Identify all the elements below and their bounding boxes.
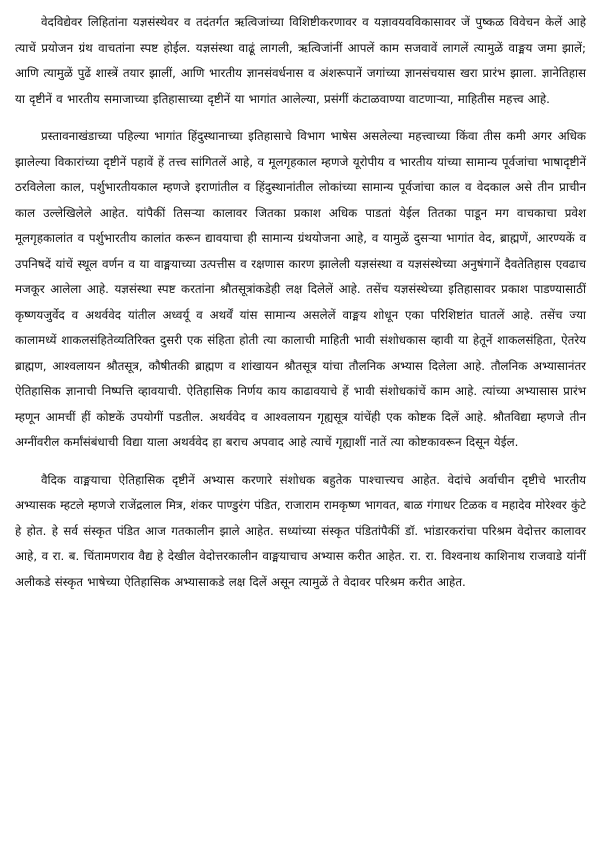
paragraph-yajna-sanstha: वेदविद्येवर लिहितांना यज्ञसंस्थेवर व तदंतर्गत ऋत्विजांच्या विशिष्टीकरणावर व यज्ञावयवविकासावर जें पुष्कळ विवेचन केलें आहे त्याचें प्रयोजन ग्रंथ वाचतांना स्पष्ट होईल. यज्ञसंस्था वाढूं लागली, ऋत्विजांनीं आपलें काम सजवावें लागलें त्यामुळें वाङ्मय जमा झालें; आणि त्यामुळें पुढें शास्त्रें तयार झालीं, आणि भारतीय ज्ञानसंवर्धनास व अंशरूपानें जगांच्या ज्ञानसंचयास खरा प्रारंभ झाला. ज्ञानेतिहास या दृष्टीनें व भारतीय समाजाच्या इतिहासाच्या दृष्टीनें या भागांत आलेल्या, प्रसंगीं कंटाळवाण्या वाटणाऱ्या, माहितीस महत्त्व आहे. — [15, 15, 586, 106]
paragraph-prastavana-khand: प्रस्तावनाखंडाच्या पहिल्या भागांत हिंदुस्थानाच्या इतिहासाचे विभाग भाषेस असलेल्या महत्त्वाच्या किंवा तीस कमी अगर अधिक झालेल्या विकारांच्या दृष्टीनें पहावें हें तत्त्व सांगितलें आहे, व मूलगृहकाल म्हणजे यूरोपीय व भारतीय यांच्या सामान्य पूर्वजांचा भाषादृष्टीनें ठरविलेला काल, पर्शुभारतीयकाल म्हणजे इराणांतील व हिंदुस्थानांतील लोकांच्या सामान्य पूर्वजांचा काल व वेदकाल असे तीन प्राचीन काल उल्लेखिलेले आहेत. यांपैकीं तिसऱ्या कालावर जितका प्रकाश अधिक पाडतां येईल तितका पाडून मग वाचकाचा प्रवेश मूलगृहकालांत व पर्शुभारतीय कालांत करून द्यावयाचा ही सामान्य ग्रंथयोजना आहे, व यामुळें दुसऱ्या भागांत वेद, ब्राह्मणें, आरण्यकें व उपनिषदें यांचें स्थूल वर्णन व या वाङ्मयाच्या उत्पत्तीस व रक्षणास कारण झालेली यज्ञसंस्था व यज्ञसंस्थेच्या अनुषंगानें दैवतेतिहास एवढाच मजकूर आलेला आहे. यज्ञसंस्था स्पष्ट करतांना श्रौतसूत्रांकडेही लक्ष दिलेलें आहे. तसेंच यज्ञसंस्थेच्या इतिहासावर प्रकाश पाडण्यासाठीं कृष्णयजुर्वेद व अथर्ववेद यांतील अध्वर्यू व अथर्वें यांस सामान्य असलेलें वाङ्मय शोधून एका परिशिष्टांत घातलें आहे. तसेंच ज्या कालामध्यें शाकलसंहितेव्यतिरिक्त दुसरी एक संहिता होती त्या कालाची माहिती भावी संशोधकास व्हावी या हेतूनें शाकलसंहिता, ऐतरेय ब्राह्मण, आश्वलायन श्रौतसूत्र, कौषीतकी ब्राह्मण व शांखायन श्रौतसूत्र यांचा तौलनिक अभ्यास दिलेला आहे. तौलनिक अभ्यासानंतर ऐतिहासिक ज्ञानाची निष्पत्ति व्हावयाची. ऐतिहासिक निर्णय काय काढावयाचे हें भावी संशोधकांचें काम आहे. त्यांच्या अभ्यासास प्रारंभ म्हणून आमचीं हीं कोष्टकें उपयोगीं पडतील. अथर्ववेद व आश्वलायन गृह्यसूत्र यांचेंही एक कोष्टक दिलें आहे. श्रौतविद्या म्हणजे तीन अग्नींवरील कर्मांसंबंधाची विद्या याला अथर्ववेद हा बराच अपवाद आहे त्याचें गृह्याशीं नातें त्या कोष्टकावरून दिसून येईल. — [15, 129, 586, 449]
paragraph-vaidik-vangmay: वैदिक वाङ्मयाचा ऐतिहासिक दृष्टीनें अभ्यास करणारे संशोधक बहुतेक पाश्चात्त्यच आहेत. वेदांचे अर्वाचीन दृष्टीचे भारतीय अभ्यासक म्हटले म्हणजे राजेंद्रलाल मित्र, शंकर पाण्डुरंग पंडित, राजाराम रामकृष्ण भागवत, बाळ गंगाधर टिळक व महादेव मोरेश्वर कुंटे हे होत. हे सर्व संस्कृत पंडित आज गतकालीन झाले आहेत. सध्यांच्या संस्कृत पंडितांपैकीं डॉ. भांडारकरांचा परिश्रम वेदोत्तर कालावर आहे, व रा. ब. चिंतामणराव वैद्य हे देखील वेदोत्तरकालीन वाङ्मयाचाच अभ्यास करीत आहेत. रा. रा. विश्वनाथ काशिनाथ राजवाडे यांनीं अलीकडे संस्कृत भाषेच्या ऐतिहासिक अभ्यासाकडे लक्ष दिलें असून त्यामुळें ते वेदावर परिश्रम करीत आहेत. — [15, 472, 586, 589]
